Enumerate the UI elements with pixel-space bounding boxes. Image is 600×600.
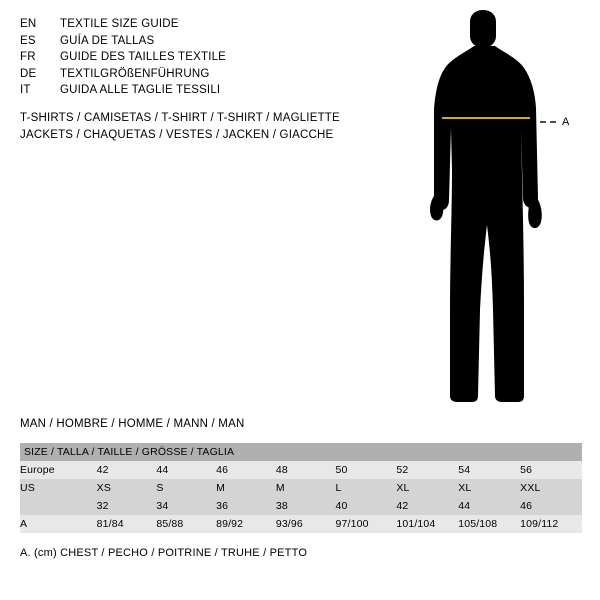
language-row [20,82,380,99]
language-row [20,33,380,50]
size-table [20,443,582,533]
cell: M [276,479,336,497]
cell: 48 [276,461,336,479]
cell: 109/112 [520,515,582,533]
row-label: Europe [20,461,97,479]
cell: 56 [520,461,582,479]
cell: 44 [458,497,520,515]
language-code: IT [20,84,31,96]
cell: XL [458,479,520,497]
cell: 42 [396,497,458,515]
cell: XS [97,479,157,497]
cell: 46 [520,497,582,515]
table-row [20,497,582,515]
cell: 54 [458,461,520,479]
cell: 44 [156,461,216,479]
cell: L [336,479,397,497]
language-code: FR [20,51,36,63]
language-title: GUÍA DE TALLAS [60,34,155,47]
cell: 42 [97,461,157,479]
callout-label-a: A [562,116,570,128]
cell: 93/96 [276,515,336,533]
language-row [20,49,380,66]
language-title: GUIDE DES TAILLES TEXTILE [60,51,227,63]
table-row [20,479,582,497]
language-title: TEXTILE SIZE GUIDE [60,18,179,30]
cell: 36 [216,497,276,515]
cell: 34 [156,497,216,515]
cell: M [216,479,276,497]
cell: 46 [216,461,276,479]
row-label: US [20,479,97,497]
cell: XXL [520,479,582,497]
man-silhouette-icon [400,10,600,410]
language-row [20,16,380,33]
language-list [20,16,380,99]
row-label [20,497,97,515]
language-code: ES [20,34,36,47]
table-heading-man: MAN / HOMBRE / HOMME / MANN / MAN [20,418,245,430]
table-row [20,461,582,479]
figure-illustration [400,10,600,410]
table-column-header: SIZE / TALLA / TAILLE / GRÖSSE / TAGLIA [20,443,582,461]
language-title: GUIDA ALLE TAGLIE TESSILI [60,84,221,96]
cell: 97/100 [336,515,397,533]
cell: 40 [336,497,397,515]
cell: S [156,479,216,497]
cell: 101/104 [396,515,458,533]
garment-type-list [20,110,420,144]
row-label: A [20,515,97,533]
cell: 50 [336,461,397,479]
cell: 32 [97,497,157,515]
language-row [20,66,380,83]
language-title: TEXTILGRÖßENFÜHRUNG [60,67,210,80]
cell: 52 [396,461,458,479]
garment-line-jackets: JACKETS / CHAQUETAS / VESTES / JACKEN / GIACCHE [20,129,334,141]
language-code: DE [20,67,37,80]
cell: 38 [276,497,336,515]
language-code: EN [20,18,37,30]
footnote-chest-measure: A. (cm) CHEST / PECHO / POITRINE / TRUHE / PETTO [20,547,308,559]
garment-line-tshirts: T-SHIRTS / CAMISETAS / T-SHIRT / T-SHIRT / MAGLIETTE [20,112,340,124]
cell: 105/108 [458,515,520,533]
cell: XL [396,479,458,497]
cell: 85/88 [156,515,216,533]
cell: 89/92 [216,515,276,533]
cell: 81/84 [97,515,157,533]
table-row [20,515,582,533]
table-header-row [20,443,582,461]
